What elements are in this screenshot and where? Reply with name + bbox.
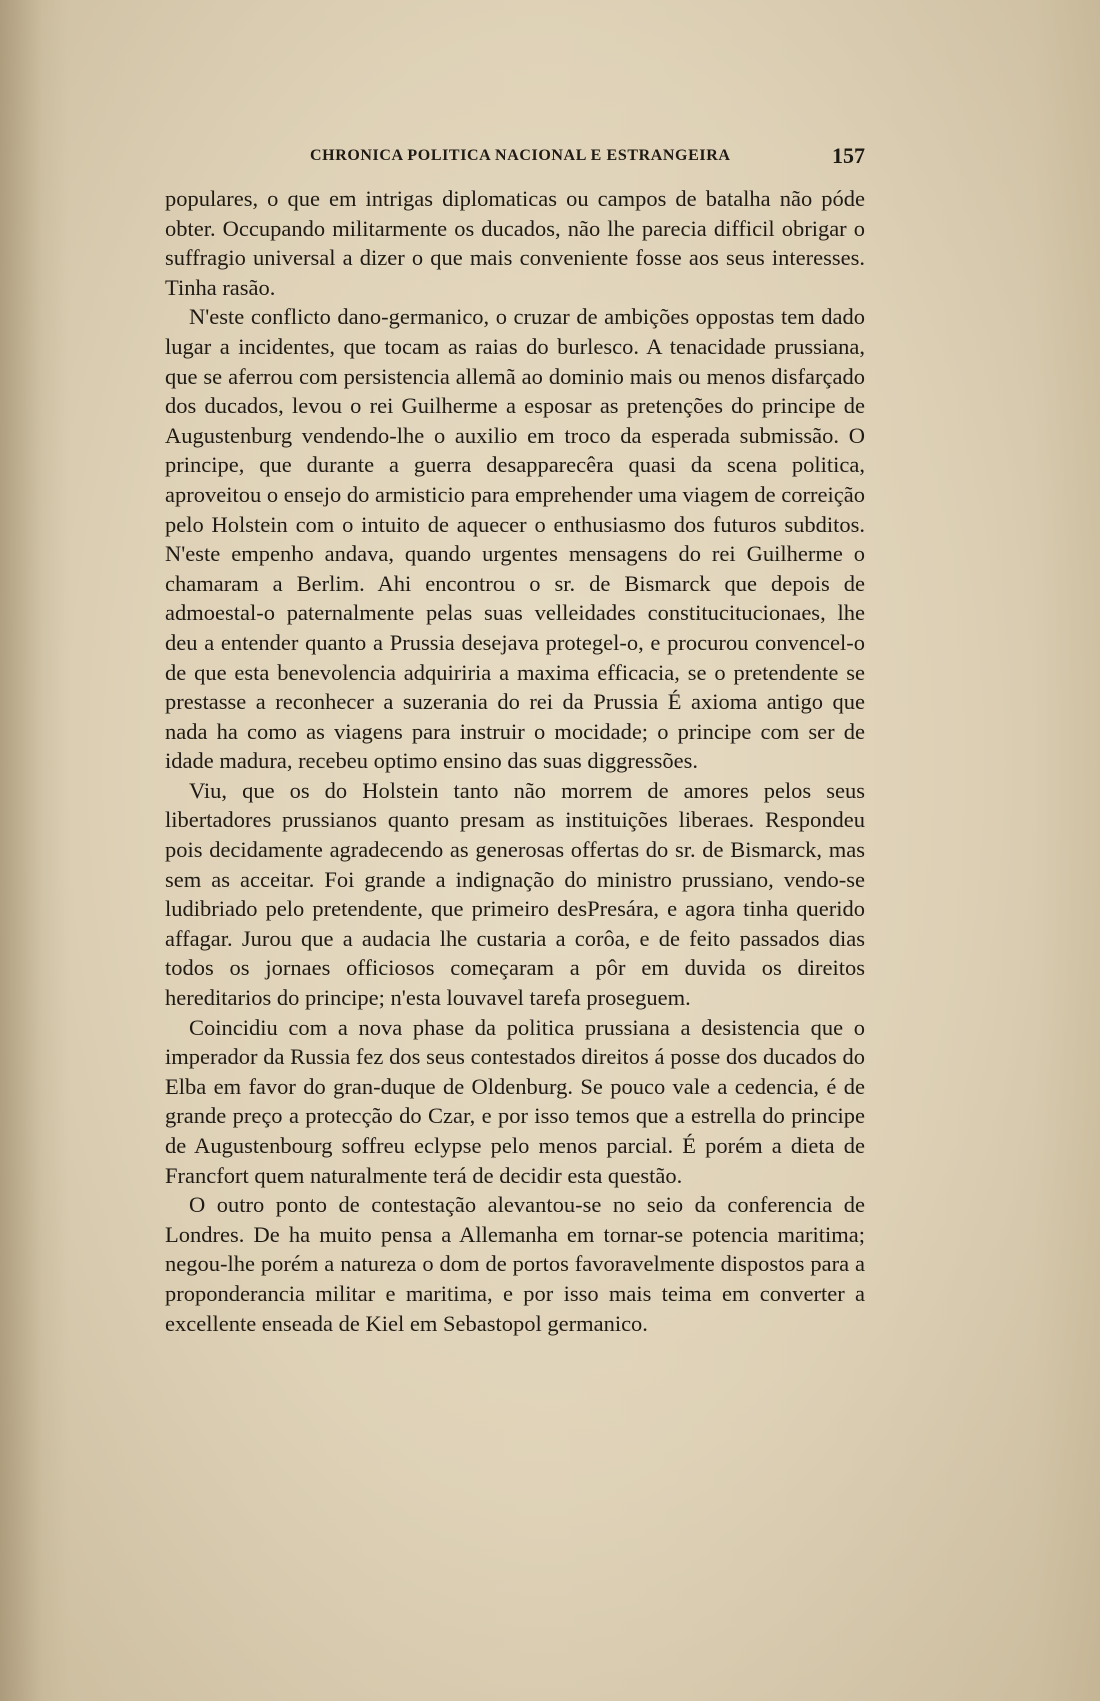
paragraph-4: Coincidiu com a nova phase da politica prussiana a desistencia que o imperador da Russia fez dos seus contestados direitos á posse dos ducados do Elba em favor do gran-duque de Oldenburg. Se pouco vale a cedencia, é de grande preço a protecção do Czar, e por isso temos que a estrella do principe de Augustenbourg soffreu eclypse pelo menos parcial. É porém a dieta de Francfort quem naturalmente terá de decidir esta questão. [165, 1014, 865, 1188]
page-body [165, 184, 865, 1338]
page-number: 157 [832, 143, 865, 168]
paragraph-5: O outro ponto de contestação alevantou-se no seio da conferencia de Londres. De ha muito pensa a Allemanha em tornar-se potencia maritima; negou-lhe porém a natureza o dom de portos favoravelmente dispostos para a proponderancia militar e maritima, e por isso mais teima em converter a excellente enseada de Kiel em Sebastopol germanico. [165, 1192, 865, 1336]
page-header [165, 143, 865, 171]
running-title: CHRONICA POLITICA NACIONAL E ESTRANGEIRA [310, 147, 731, 164]
paragraph-3: Viu, que os do Holstein tanto não morrem de amores pelos seus libertadores prussianos quanto presam as instituições liberaes. Respondeu pois decidamente agradecendo as generosas offertas do sr. de Bismarck, mas sem as acceitar. Foi grande a indignação do ministro prussiano, vendo-se ludibriado pelo pretendente, que primeiro desPresára, e agora tinha querido affagar. Jurou que a audacia lhe custaria a corôa, e de feito passados dias todos os jornaes officiosos começaram a pôr em duvida os direitos hereditarios do principe; n'esta louvavel tarefa proseguem. [165, 777, 865, 1011]
paragraph-1: populares, o que em intrigas diplomaticas ou campos de batalha não póde obter. Occupando militarmente os ducados, não lhe parecia difficil obrigar o suffragio universal a dizer o que mais conveniente fosse aos seus interesses. Tinha rasão. [165, 186, 865, 300]
page-gutter-shadow [0, 0, 70, 1701]
paragraph-2: N'este conflicto dano-germanico, o cruzar de ambições oppostas tem dado lugar a incidentes, que tocam as raias do burlesco. A tenacidade prussiana, que se aferrou com persistencia allemã ao dominio mais ou menos disfarçado dos ducados, levou o rei Guilherme a esposar as pretenções do principe de Augustenburg vendendo-lhe o auxilio em troco da esperada submissão. O principe, que durante a guerra desapparecêra quasi da scena politica, aproveitou o ensejo do armisticio para emprehender uma viagem de correição pelo Holstein com o intuito de aquecer o enthusiasmo dos futuros subditos. N'este empenho andava, quando urgentes mensagens do rei Guilherme o chamaram a Berlim. Ahi encontrou o sr. de Bismarck que depois de admoestal-o paternalmente pelas suas velleidades constitucitucionaes, lhe deu a entender quanto a Prussia desejava protegel-o, e procurou convencel-o de que esta benevolencia adquiriria a maxima efficacia, se o pretendente se prestasse a reconhecer a suzerania do rei da Prussia É axioma antigo que nada ha como as viagens para instruir o mocidade; o principe com ser de idade madura, recebeu optimo ensino das suas diggressões. [165, 304, 865, 774]
